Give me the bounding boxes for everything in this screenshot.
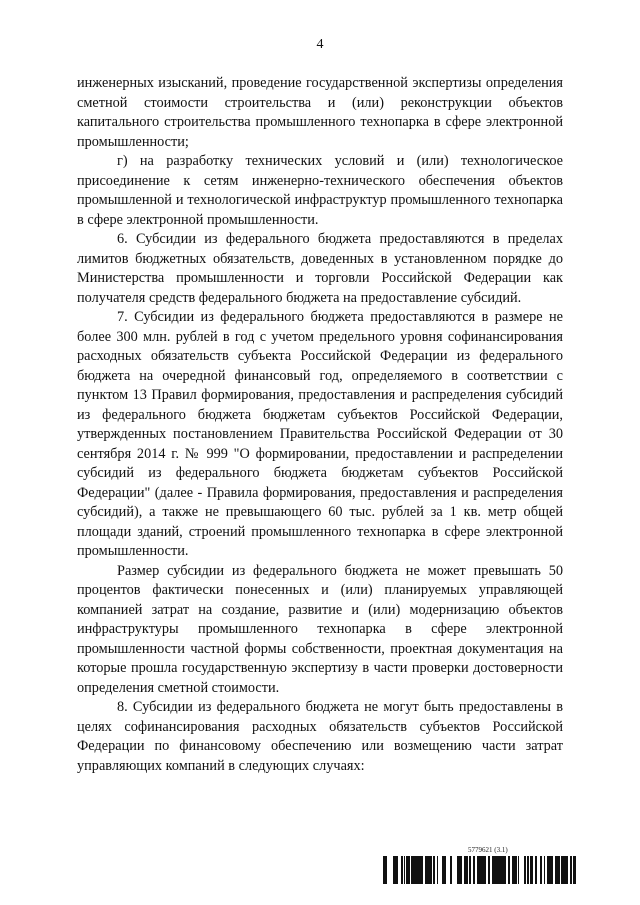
paragraph-7: 7. Субсидии из федерального бюджета предоставляются в размере не более 300 млн. рублей в год с учетом предельного уровня софинансирования расходных обязательств субъекта Российской Федерации из федерального бюджета на очередной финансовый год, определяемого в соответствии с пунктом 13 Правил формирования, предоставления и распределения субсидий из федерального бюджета бюджетам субъектов Российской Федерации, утвержденных постановлением Правительства Российской Федерации от 30 сентября 2014 г. № 999 "О формировании, предоставлении и распределении субсидий из федерального бюджета бюджетам субъектов Российской Федерации" (далее - Правила формирования, предоставления и распределения субсидий), а также не превышающего 60 тыс. рублей за 1 кв. метр общей площади зданий, строений промышленного технопарка в сфере электронной промышленности. bbox=[77, 309, 563, 559]
document-barcode-block bbox=[382, 846, 578, 886]
barcode-image bbox=[382, 856, 578, 884]
paragraph-continuation: инженерных изысканий, проведение государственной экспертизы определения сметной стоимости строительства и (или) реконструкции объектов капитального строительства промышленного технопарка в сфере электронной промышленности; bbox=[77, 75, 563, 150]
paragraph-subsidy-size: Размер субсидии из федерального бюджета не может превышать 50 процентов фактически понесенных и (или) планируемых управляющей компанией затрат на создание, развитие и (или) модернизацию объектов инфраструктуры промышленного технопарка в сфере электронной промышленности частной формы собственности, проектная документация на которые прошла государственную экспертизу в части проверки достоверности определения сметной стоимости. bbox=[77, 562, 563, 696]
page-number: 4 bbox=[316, 37, 324, 52]
document-body bbox=[77, 74, 563, 776]
barcode-caption: 5779621 (3.1) bbox=[468, 846, 508, 854]
paragraph-6: 6. Субсидии из федерального бюджета предоставляются в пределах лимитов бюджетных обязательств, доведенных в установленном порядке до Министерства промышленности и торговли Российской Федерации как получателя средств федерального бюджета на предоставление субсидий. bbox=[77, 231, 563, 306]
paragraph-item-g: г) на разработку технических условий и (или) технологическое присоединение к сетям инженерно-технического обеспечения объектов промышленной и технологической инфраструктур промышленного технопарка в сфере электронной промышленности. bbox=[77, 153, 563, 228]
paragraph-8: 8. Субсидии из федерального бюджета не могут быть предоставлены в целях софинансирования расходных обязательств субъектов Российской Федерации по финансовому обеспечению или возмещению части затрат управляющих компаний в следующих случаях: bbox=[77, 699, 563, 774]
